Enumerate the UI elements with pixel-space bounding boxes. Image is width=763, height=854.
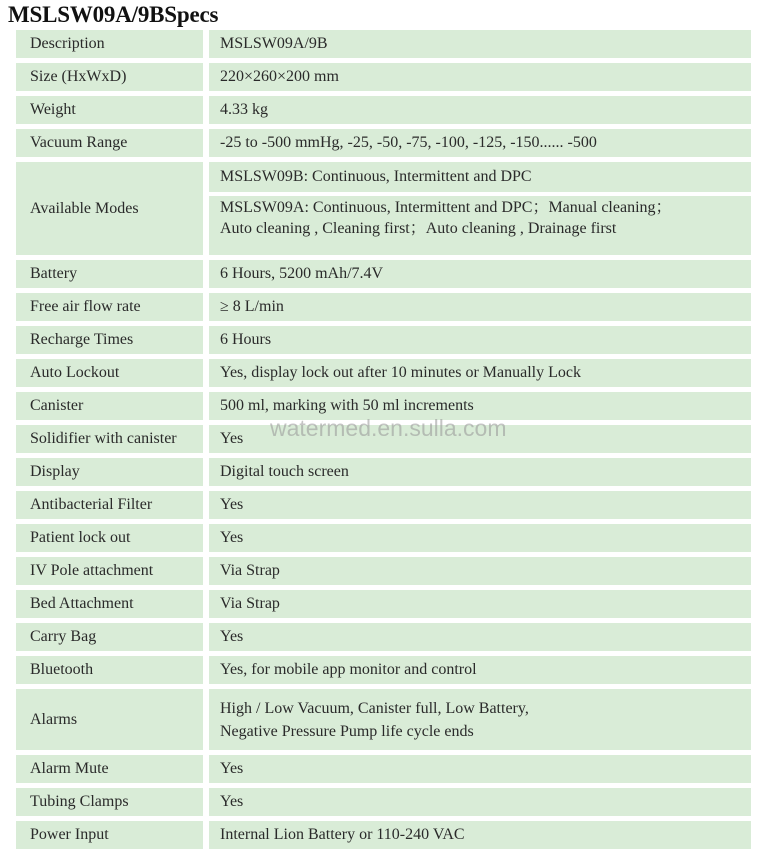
table-row xyxy=(16,458,751,486)
table-row xyxy=(16,162,751,255)
table-row xyxy=(16,30,751,58)
alarms-line-2: Negative Pressure Pump life cycle ends xyxy=(220,723,474,740)
row-label: Bed Attachment xyxy=(16,590,203,618)
row-value xyxy=(209,162,751,255)
row-value: -25 to -500 mmHg, -25, -50, -75, -100, -125, -150...... -500 xyxy=(209,129,751,157)
row-value xyxy=(209,689,751,750)
row-label: Available Modes xyxy=(16,162,203,255)
table-row xyxy=(16,260,751,288)
specs-table xyxy=(16,30,751,854)
row-value: 220×260×200 mm xyxy=(209,63,751,91)
row-label: Alarm Mute xyxy=(16,755,203,783)
row-label: Canister xyxy=(16,392,203,420)
row-label: Battery xyxy=(16,260,203,288)
row-label: Patient lock out xyxy=(16,524,203,552)
alarms-line-1: High / Low Vacuum, Canister full, Low Battery, xyxy=(220,700,529,717)
row-value: Yes xyxy=(209,623,751,651)
row-value: 6 Hours xyxy=(209,326,751,354)
row-value: Digital touch screen xyxy=(209,458,751,486)
row-label: Bluetooth xyxy=(16,656,203,684)
row-value: MSLSW09A/9B xyxy=(209,30,751,58)
row-label: Antibacterial Filter xyxy=(16,491,203,519)
row-label: Carry Bag xyxy=(16,623,203,651)
row-label: Vacuum Range xyxy=(16,129,203,157)
row-value: 500 ml, marking with 50 ml increments xyxy=(209,392,751,420)
row-value: ≥ 8 L/min xyxy=(209,293,751,321)
row-value: Yes xyxy=(209,491,751,519)
row-value: Yes xyxy=(209,755,751,783)
row-value: Yes, for mobile app monitor and control xyxy=(209,656,751,684)
row-label: Display xyxy=(16,458,203,486)
row-value: Via Strap xyxy=(209,557,751,585)
row-label: Alarms xyxy=(16,689,203,750)
row-label: Free air flow rate xyxy=(16,293,203,321)
table-row xyxy=(16,63,751,91)
row-label: Solidifier with canister xyxy=(16,425,203,453)
table-row xyxy=(16,557,751,585)
table-row xyxy=(16,656,751,684)
row-label: Recharge Times xyxy=(16,326,203,354)
row-value: 4.33 kg xyxy=(209,96,751,124)
table-row xyxy=(16,359,751,387)
row-label: Weight xyxy=(16,96,203,124)
row-label: Power Input xyxy=(16,821,203,849)
table-row xyxy=(16,491,751,519)
row-label: Size (HxWxD) xyxy=(16,63,203,91)
modes-09b: MSLSW09B: Continuous, Intermittent and DPC xyxy=(209,162,751,192)
table-row xyxy=(16,755,751,783)
page-title: MSLSW09A/9BSpecs xyxy=(8,2,219,27)
row-value: Via Strap xyxy=(209,590,751,618)
table-row xyxy=(16,326,751,354)
table-row xyxy=(16,590,751,618)
row-label: IV Pole attachment xyxy=(16,557,203,585)
row-value: Internal Lion Battery or 110-240 VAC xyxy=(209,821,751,849)
row-label: Auto Lockout xyxy=(16,359,203,387)
watermark: watermed.en.sulla.com xyxy=(270,415,507,441)
row-label: Description xyxy=(16,30,203,58)
modes-09a: MSLSW09A: Continuous, Intermittent and DPC；Manual cleaning；Auto cleaning , Cleaning first；Auto cleaning , Drainage first xyxy=(209,196,751,255)
table-row xyxy=(16,623,751,651)
table-row xyxy=(16,129,751,157)
table-row xyxy=(16,524,751,552)
table-row xyxy=(16,821,751,849)
row-value: Yes xyxy=(209,425,751,453)
row-value: Yes, display lock out after 10 minutes or Manually Lock xyxy=(209,359,751,387)
row-value: Yes xyxy=(209,788,751,816)
row-label: Tubing Clamps xyxy=(16,788,203,816)
row-value: Yes xyxy=(209,524,751,552)
table-row xyxy=(16,293,751,321)
row-value: 6 Hours, 5200 mAh/7.4V xyxy=(209,260,751,288)
table-row xyxy=(16,689,751,750)
table-row xyxy=(16,788,751,816)
table-row xyxy=(16,96,751,124)
